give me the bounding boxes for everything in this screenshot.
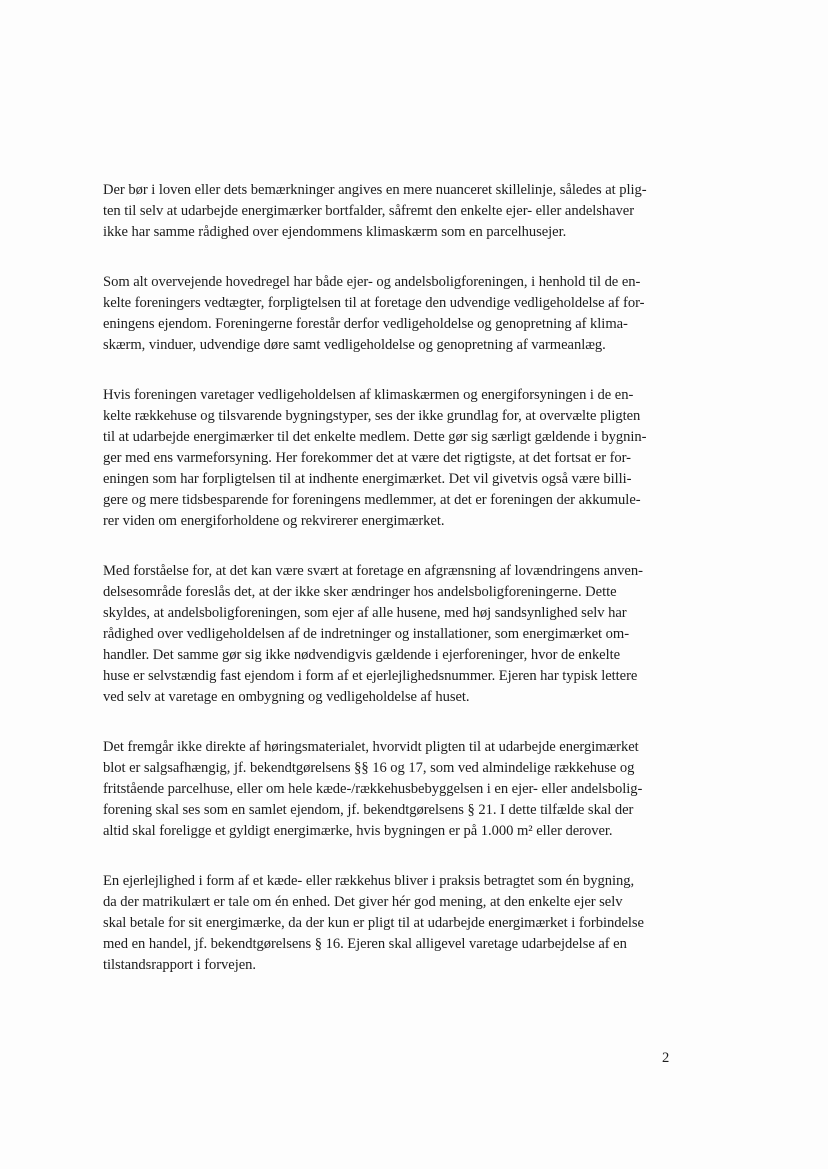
text-line: huse er selvstændig fast ejendom i form af et ejerlejlighedsnummer. Ejeren har typisk lettere — [103, 668, 638, 684]
text-line: Hvis foreningen varetager vedligeholdelsen af klimaskærmen og energiforsyningen i de en- — [103, 387, 634, 403]
text-line: til at udarbejde energimærker til det enkelte medlem. Dette gør sig særligt gældende i bygnin- — [103, 429, 647, 445]
text-line: skal betale for sit energimærke, da der kun er pligt til at udarbejde energimærket i forbindelse — [103, 915, 644, 931]
text-line: gere og mere tidsbesparende for foreningens medlemmer, at det er foreningen der akkumule- — [103, 492, 641, 508]
text-line: kelte foreningers vedtægter, forpligtelsen til at foretage den udvendige vedligeholdelse af for- — [103, 295, 645, 311]
text-line: skyldes, at andelsboligforeningen, som ejer af alle husene, med høj sandsynlighed selv har — [103, 605, 627, 621]
text-line: Med forståelse for, at det kan være svært at foretage en afgrænsning af lovændringens anven- — [103, 563, 643, 579]
paragraph-4 — [103, 561, 703, 708]
text-line: ten til selv at udarbejde energimærker bortfalder, såfremt den enkelte ejer- eller andelshaver — [103, 203, 635, 219]
text-line: da der matrikulært er tale om én enhed. Det giver hér god mening, at den enkelte ejer selv — [103, 894, 623, 910]
page-number: 2 — [662, 1050, 670, 1066]
text-line: ikke har samme rådighed over ejendommens klimaskærm som en parcelhusejer. — [103, 224, 567, 240]
text-line: altid skal foreligge et gyldigt energimærke, hvis bygningen er på 1.000 m² eller derover. — [103, 823, 613, 839]
text-line: forening skal ses som en samlet ejendom, jf. bekendtgørelsens § 21. I dette tilfælde skal der — [103, 802, 634, 818]
text-line: skærm, vinduer, udvendige døre samt vedligeholdelse og genopretning af varmeanlæg. — [103, 337, 606, 353]
text-line: Som alt overvejende hovedregel har både ejer- og andelsboligforeningen, i henhold til de en- — [103, 274, 641, 290]
text-line: rådighed over vedligeholdelsen af de indretninger og installationer, som energimærket om- — [103, 626, 629, 642]
paragraph-5 — [103, 737, 703, 842]
text-line: eningen som har forpligtelsen til at indhente energimærket. Det vil givetvis også være billi- — [103, 471, 632, 487]
body-text — [103, 180, 703, 1005]
text-line: fritstående parcelhuse, eller om hele kæde-/rækkehusbebyggelsen i en ejer- eller andelsbolig- — [103, 781, 643, 797]
text-line: blot er salgsafhængig, jf. bekendtgørelsens §§ 16 og 17, som ved almindelige rækkehuse og — [103, 760, 635, 776]
text-line: ger med ens varmeforsyning. Her forekommer det at være det rigtigste, at det fortsat er for- — [103, 450, 631, 466]
text-line: rer viden om energiforholdene og rekvirerer energimærket. — [103, 513, 445, 529]
paragraph-3 — [103, 385, 703, 532]
paragraph-1 — [103, 180, 703, 243]
text-line: delsesområde foreslås det, at der ikke sker ændringer hos andelsboligforeningerne. Dette — [103, 584, 617, 600]
text-line: handler. Det samme gør sig ikke nødvendigvis gældende i ejerforeninger, hvor de enkelte — [103, 647, 621, 663]
text-line: En ejerlejlighed i form af et kæde- eller rækkehus bliver i praksis betragtet som én bygning, — [103, 873, 635, 889]
text-line: eningens ejendom. Foreningerne forestår derfor vedligeholdelse og genopretning af klima- — [103, 316, 628, 332]
paragraph-2 — [103, 272, 703, 356]
text-line: tilstandsrapport i forvejen. — [103, 957, 257, 973]
text-line: kelte rækkehuse og tilsvarende bygningstyper, ses der ikke grundlag for, at overvælte pligten — [103, 408, 641, 424]
text-line: med en handel, jf. bekendtgørelsens § 16. Ejeren skal alligevel varetage udarbejdelse af en — [103, 936, 627, 952]
text-line: Det fremgår ikke direkte af høringsmaterialet, hvorvidt pligten til at udarbejde energimærket — [103, 739, 639, 755]
text-line: ved selv at varetage en ombygning og vedligeholdelse af huset. — [103, 689, 470, 705]
text-line: Der bør i loven eller dets bemærkninger angives en mere nuanceret skillelinje, således at plig- — [103, 182, 647, 198]
paragraph-6 — [103, 871, 703, 976]
